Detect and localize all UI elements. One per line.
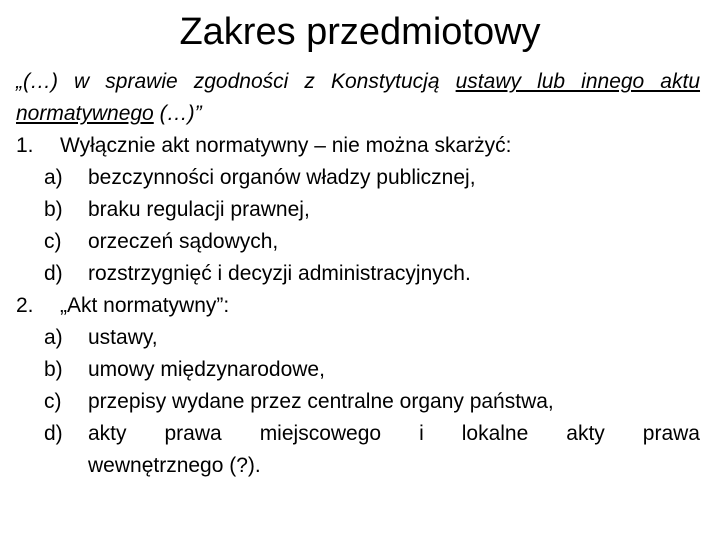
constitution-quote bbox=[16, 66, 700, 130]
item-word: akty bbox=[88, 422, 127, 445]
list-item-continuation bbox=[16, 450, 700, 482]
item-text: orzeczeń sądowych, bbox=[88, 230, 279, 253]
section-number: 2. bbox=[16, 294, 34, 317]
item-word: prawa bbox=[164, 422, 222, 445]
item-text: przepisy wydane przez centralne organy państwa, bbox=[88, 390, 554, 413]
item-letter: a) bbox=[44, 166, 63, 189]
item-text: umowy międzynarodowe, bbox=[88, 358, 325, 381]
item-letter: a) bbox=[44, 326, 63, 349]
item-word: lokalne bbox=[461, 422, 529, 445]
slide-content bbox=[16, 66, 700, 482]
item-letter: d) bbox=[44, 422, 63, 445]
section-heading-text: „Akt normatywny”: bbox=[60, 294, 230, 317]
list-item bbox=[16, 386, 700, 418]
list-item bbox=[16, 354, 700, 386]
item-letter: c) bbox=[44, 230, 62, 253]
item-letter: d) bbox=[44, 262, 63, 285]
quote-text-start: „(…) w sprawie zgodności z Konstytucją bbox=[16, 70, 456, 93]
item-letter: c) bbox=[44, 390, 62, 413]
item-word: akty bbox=[566, 422, 605, 445]
item-word: i bbox=[419, 422, 424, 445]
quote-underlined-phrase: ustawy lub innego aktu normatywnego bbox=[16, 70, 701, 125]
item-word: miejscowego bbox=[259, 422, 382, 445]
item-text: rozstrzygnięć i decyzji administracyjnych. bbox=[88, 262, 471, 285]
quote-text-end: (…)” bbox=[153, 102, 202, 125]
item-letter: b) bbox=[44, 358, 63, 381]
list-item bbox=[16, 258, 700, 290]
item-text: braku regulacji prawnej, bbox=[88, 198, 310, 221]
list-item bbox=[16, 162, 700, 194]
section-number: 1. bbox=[16, 134, 34, 157]
list-item bbox=[16, 194, 700, 226]
item-text: ustawy, bbox=[88, 326, 158, 349]
section-1-heading bbox=[16, 130, 700, 162]
item-text: bezczynności organów władzy publicznej, bbox=[88, 166, 476, 189]
list-item bbox=[16, 226, 700, 258]
list-item bbox=[16, 418, 700, 450]
item-text-continuation: wewnętrznego (?). bbox=[88, 454, 261, 477]
item-word: prawa bbox=[642, 422, 700, 445]
section-heading-text: Wyłącznie akt normatywny – nie można skarżyć: bbox=[60, 134, 512, 157]
item-letter: b) bbox=[44, 198, 63, 221]
slide-title: Zakres przedmiotowy bbox=[179, 11, 541, 53]
section-2-heading bbox=[16, 290, 700, 322]
list-item bbox=[16, 322, 700, 354]
item-text-justified bbox=[88, 418, 700, 450]
